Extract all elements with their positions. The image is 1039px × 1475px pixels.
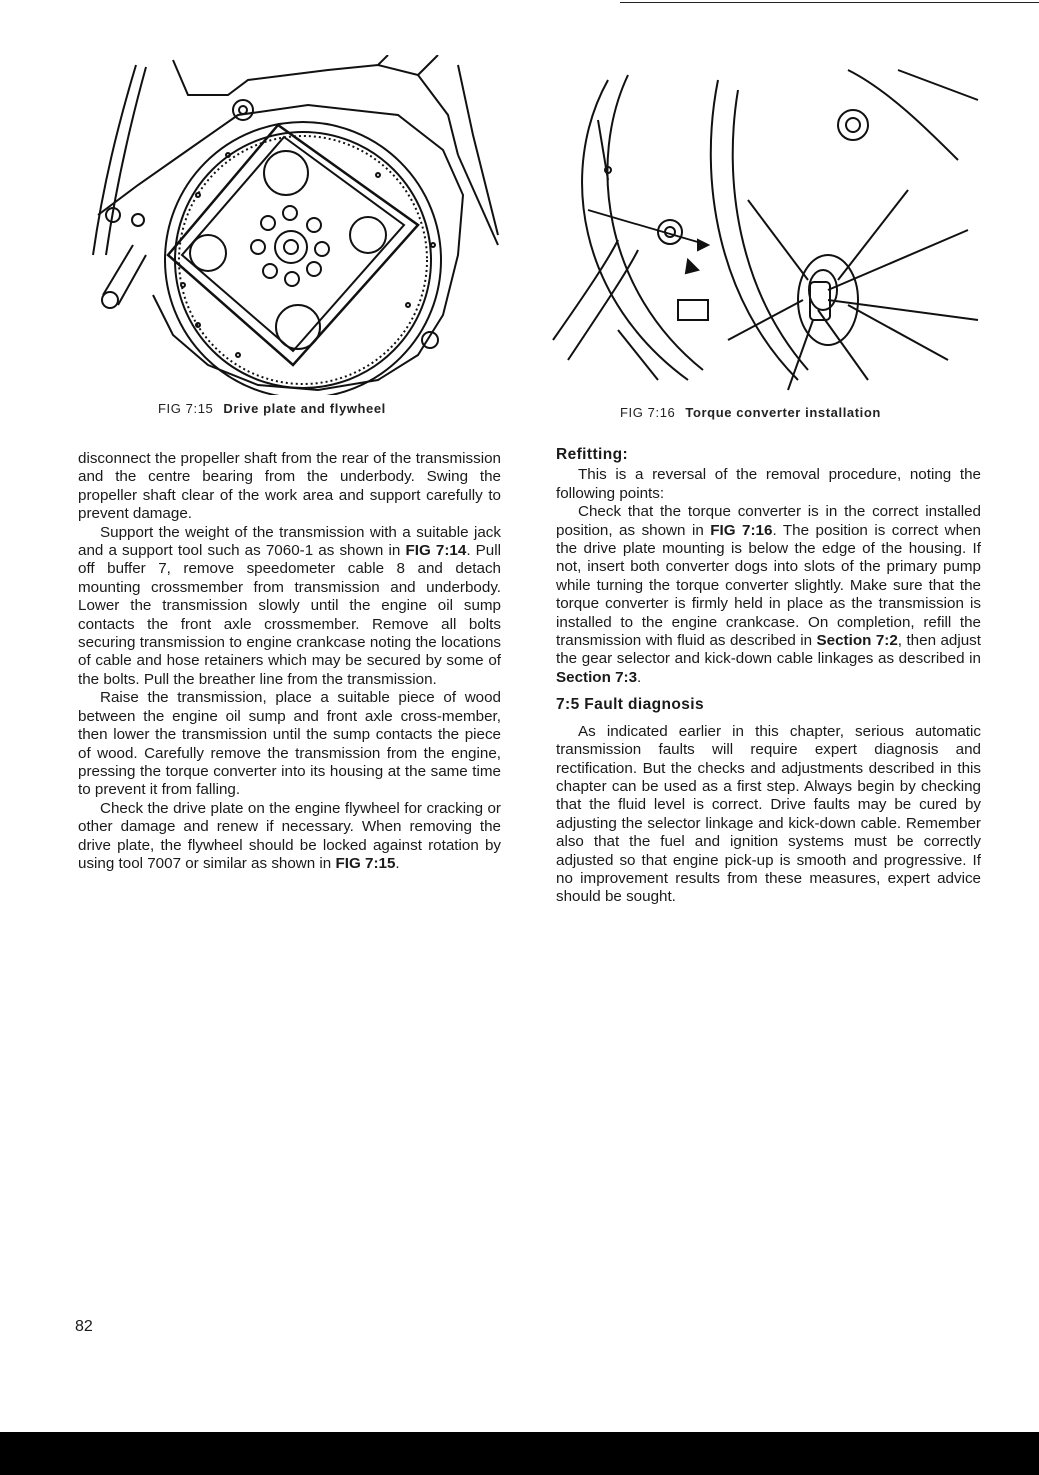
paragraph xyxy=(78,800,501,874)
section-reference: Section 7:2 xyxy=(816,632,898,650)
text-run: Support the weight of the transmission with a suitable jack and a support tool such as 7060-1 as shown in xyxy=(78,523,501,560)
figure-caption-7-15 xyxy=(158,401,386,416)
paragraph: As indicated earlier in this chapter, serious automatic transmission faults will require expert diagnosis and rectification. But the checks and adjustments described in this chapter can be used as a first step. Always begin by checking that the fluid level is correct. Drive faults may be cured by adjusting the selector linkage and kick-down cable. Remember also that the fuel and ignition systems must be correctly adjusted so that engine pick-up is smooth and progressive. If no improvement results from these measures, expert advice should be sought. xyxy=(556,722,981,906)
right-text-column xyxy=(556,446,981,907)
text-run: Check that the torque converter is in the correct installed position, as shown in xyxy=(556,503,981,539)
paragraph: This is a reversal of the removal procedure, noting the following points: xyxy=(556,466,981,502)
figure-label: FIG 7:15 xyxy=(158,401,214,416)
torque-converter-illustration xyxy=(548,60,983,395)
paragraph: disconnect the propeller shaft from the rear of the transmission and the centre bearing from the underbody. Swing the propeller shaft clear of the work area and support carefully to prevent damage. xyxy=(78,450,501,523)
figure-title: Torque converter installation xyxy=(685,405,881,420)
text-run: . xyxy=(395,854,400,872)
text-run: , then adjust the gear selector and kick-down cable linkages as described in xyxy=(556,632,982,668)
text-run: . The position is correct when the drive plate mounting is below the edge of the housing. If not, insert both converter dogs into slots of the primary pump while turning the torque converter slightly. Make sure that the torque converter is firmly held in place as the transmission is installed to the engine crankcase. On completion, refill the transmission with fluid as described in xyxy=(556,521,981,650)
text-run: . xyxy=(637,668,642,686)
figure-title: Drive plate and flywheel xyxy=(223,401,386,416)
text-run: . Pull off buffer 7, remove speedometer cable 8 and detach mounting crossmember from transmission and underbody. Lower the transmission slowly until the engine oil sump contacts the front axle crossmember. Remove all bolts securing transmission to engine crankcase noting the locations of cable and hose retainers which may be secured by some of the bolts. Pull the breather line from the transmission. xyxy=(78,542,501,688)
paragraph: Raise the transmission, place a suitable piece of wood between the engine oil sump and front axle cross-member, then lower the transmission until the sump contacts the piece of wood. Carefully remove the transmission from the engine, pressing the torque converter into its housing at the same time to prevent it from falling. xyxy=(78,689,501,799)
scan-border-bottom xyxy=(0,1432,1039,1475)
figure-reference: FIG 7:15 xyxy=(335,854,396,872)
figure-caption-7-16 xyxy=(620,405,881,420)
drive-plate-flywheel-illustration xyxy=(78,55,518,395)
paragraph xyxy=(78,524,501,690)
page-number: 82 xyxy=(75,1318,93,1335)
figure-reference: FIG 7:14 xyxy=(405,542,467,560)
section-reference: Section 7:3 xyxy=(556,668,638,686)
figure-label: FIG 7:16 xyxy=(620,405,676,420)
figure-reference: FIG 7:16 xyxy=(710,521,773,539)
top-rule xyxy=(620,2,1039,3)
text-run: Check the drive plate on the engine flywheel for cracking or other damage and renew if necessary. When removing the drive plate, the flywheel should be locked against rotation by using tool 7007 or similar as shown in xyxy=(78,799,501,872)
section-heading-fault-diagnosis: 7:5 Fault diagnosis xyxy=(556,696,704,714)
left-text-column xyxy=(78,450,501,873)
section-heading-refitting: Refitting: xyxy=(556,446,629,463)
paragraph xyxy=(556,503,981,687)
